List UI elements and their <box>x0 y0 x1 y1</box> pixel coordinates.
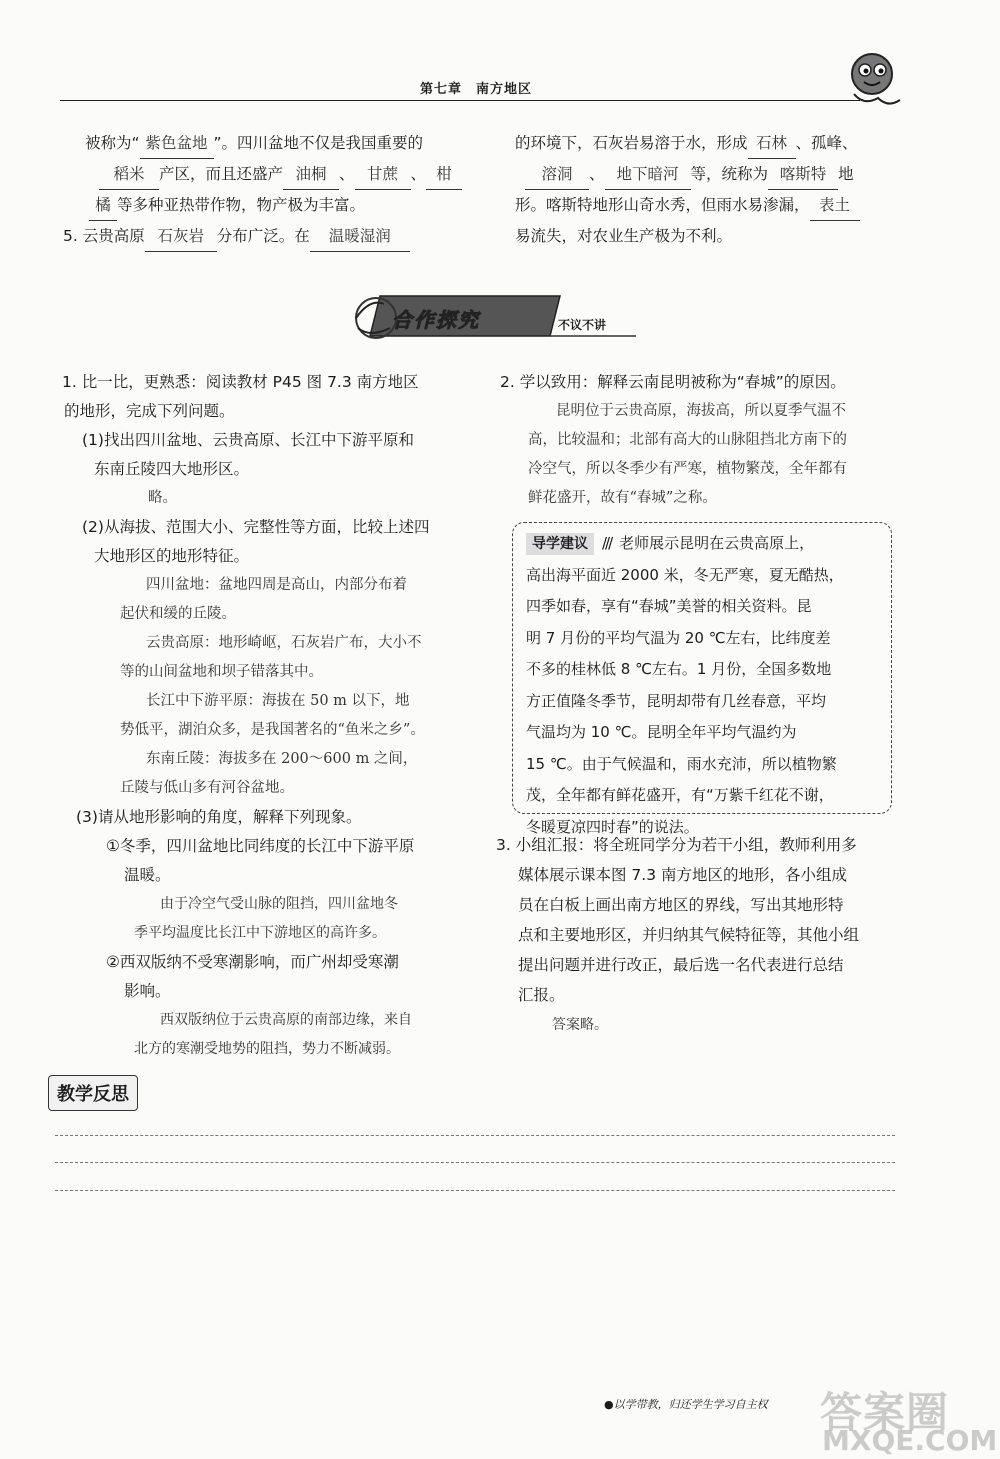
question-1-3-2: ②西双版纳不受寒潮影响，而广州却受寒潮 <box>106 953 399 971</box>
answer: 答案略。 <box>552 1017 608 1033</box>
answer-blank: 地下暗河 <box>605 159 691 190</box>
mascot-icon <box>840 50 910 110</box>
question-1-3: (3)请从地形影响的角度，解释下列现象。 <box>76 808 362 826</box>
answer-blank: 稻米 <box>99 159 159 190</box>
answer-blank: 油桐 <box>283 159 339 190</box>
question-2: 2. 学以致用：解释云南昆明被称为“春城”的原因。 <box>500 373 846 391</box>
answer: 东南丘陵：海拔多在 200～600 m 之间， <box>146 751 418 767</box>
answer-blank: 石灰岩 <box>145 221 217 252</box>
answer: 冷空气，所以冬季少有严寒，植物繁茂，全年都有 <box>528 461 847 477</box>
answer: 略。 <box>148 490 177 506</box>
answer-blank: 溶洞 <box>525 159 589 190</box>
answer: 云贵高原：地形崎岖，石灰岩广布，大小不 <box>146 635 422 651</box>
answer-blank: 石林 <box>748 128 796 159</box>
answer: 高，比较温和；北部有高大的山脉阻挡北方南下的 <box>528 432 847 448</box>
reflection-title: 教学反思 <box>48 1075 138 1111</box>
answer-blank: 甘蔗 <box>355 159 411 190</box>
footer-slogan: ●以学带教，归还学生学习自主权 <box>604 1398 768 1411</box>
section-title: 合作探究 <box>392 308 480 332</box>
answer: 西双版纳位于云贵高原的南部边缘，来自 <box>160 1012 412 1028</box>
question-3: 3. 小组汇报：将全班同学分为若干小组，教师利用多 媒体展示课本图 7.3 南方地区的地形，各小组成 员在白板上画出南方地区的界线，写出其地形特 点和主要地形区，并归纳其气候特征等，其他小组 提出问题并进行改正，最后选一名代表进行总结 汇报。 答案略。 <box>496 830 916 1040</box>
answer: 昆明位于云贵高原，海拔高，所以夏季气温不 <box>556 403 846 419</box>
question-1-1: (1)找出四川盆地、云贵高原、长江中下游平原和 <box>82 431 414 449</box>
watermark-url: MXQE.COM <box>822 1424 998 1457</box>
question-1-3-1: ①冬季，四川盆地比同纬度的长江中下游平原 <box>106 837 415 855</box>
answer: 由于冷空气受山脉的阻挡，四川盆地冬 <box>160 896 398 912</box>
answer: 鲜花盛开，故有“春城”之称。 <box>528 490 717 506</box>
answer: 起伏和缓的丘陵。 <box>120 606 236 622</box>
section-subtitle: 不议不讲 <box>558 318 607 332</box>
answer-blank: 紫色盆地 <box>140 128 214 159</box>
answer-blank: 喀斯特 <box>768 159 838 190</box>
answer-blank: 温暖湿润 <box>310 221 410 252</box>
question-1-2: (2)从海拔、范围大小、完整性等方面，比较上述四 <box>82 518 430 536</box>
answer: 丘陵与低山多有河谷盆地。 <box>120 780 294 796</box>
chapter-title: 第七章 南方地区 <box>420 82 533 97</box>
reflection-line <box>55 1135 895 1136</box>
left-column: 1. 比一比，更熟悉：阅读教材 P45 图 7.3 南方地区 的地形，完成下列问题。 (1)找出四川盆地、云贵高原、长江中下游平原和 东南丘陵四大地形区。 略。 (2)从海拔、范围大小、完整性等方面，比较上述四 大地形区的地形特征。 四川盆地：盆地四周是高山，内部分布着 起伏和缓的丘陵。 云贵高原：地形崎岖，石灰岩广布，大小不 等的山间盆地和坝子错落其中。 长江中下游平原：海拔在 50 m 以下，地 势低平，湖泊众多，是我国著名的“鱼米之乡”。 东南丘陵：海拔多在 200～600 m 之间， 丘陵与低山多有河谷盆地。 (3)请从地形影响的角度，解释下列现象。 ①冬季，四川盆地比同纬度的长江中下游平原 温暖。 由于冷空气受山脉的阻挡，四川盆地冬 季平均温度比长江中下游地区的高许多。 ②西双版纳不受寒潮影响，而广州却受寒潮 影响。 西双版纳位于云贵高原的南部边缘，来自 北方的寒潮受地势的阻挡，势力不断减弱。 <box>62 368 482 1064</box>
guide-tag: 导学建议 <box>526 533 594 555</box>
answer-blank: 橘 <box>89 190 117 221</box>
fill-in-right: 的环境下，石灰岩易溶于水，形成 石林 、孤峰、 溶洞 、 地下暗河 等，统称为 喀斯特 地 形。喀斯特地形山奇水秀，但雨水易渗漏， 表土 易流失，对农业生产极为不利。 <box>515 128 915 251</box>
header-rule <box>60 100 860 101</box>
answer: 北方的寒潮受地势的阻挡，势力不断减弱。 <box>134 1041 400 1057</box>
fill-in-left: 被称为“ 紫色盆地 ”。四川盆地不仅是我国重要的 稻米 产区，而且还盛产 油桐 、 甘蔗 、 柑 橘 等多种亚热带作物，物产极为丰富。 5. 云贵高原 石灰岩 分布广泛。在 温暖湿润 <box>85 128 485 252</box>
reflection-line <box>55 1162 895 1163</box>
answer: 势低平，湖泊众多，是我国著名的“鱼米之乡”。 <box>120 722 425 738</box>
answer: 四川盆地：盆地四周是高山，内部分布着 <box>146 577 407 593</box>
answer-blank: 柑 <box>426 159 462 190</box>
answer-blank: 表土 <box>810 190 860 221</box>
answer: 等的山间盆地和坝子错落其中。 <box>120 664 323 680</box>
answer: 长江中下游平原：海拔在 50 m 以下，地 <box>146 693 410 709</box>
answer: 季平均温度比长江中下游地区的高许多。 <box>134 925 386 941</box>
watermark: 答案圈 <box>820 1388 950 1437</box>
right-column <box>500 368 920 513</box>
reflection-line <box>55 1190 895 1191</box>
guide-content: 导学建议 /// 老师展示昆明在云贵高原上， 高出海平面近 2000 米，冬无严寒，夏无酷热， 四季如春，享有“春城”美誉的相关资料。昆 明 7 月份的平均气温为 20 ℃左右，比纬度差 不多的桂林低 8 ℃左右。1 月份，全国多数地 方正值隆冬季节，昆明却带有几丝春意，平均 气温均为 10 ℃。昆明全年平均气温约为 15 ℃。由于气候温和，雨水充沛，所以植物繁 茂，全年都有鲜花盛开，有“万紫千红花不谢， 冬暖夏凉四时春”的说法。 <box>526 534 844 836</box>
question-1: 1. 比一比，更熟悉：阅读教材 P45 图 7.3 南方地区 <box>62 373 419 391</box>
